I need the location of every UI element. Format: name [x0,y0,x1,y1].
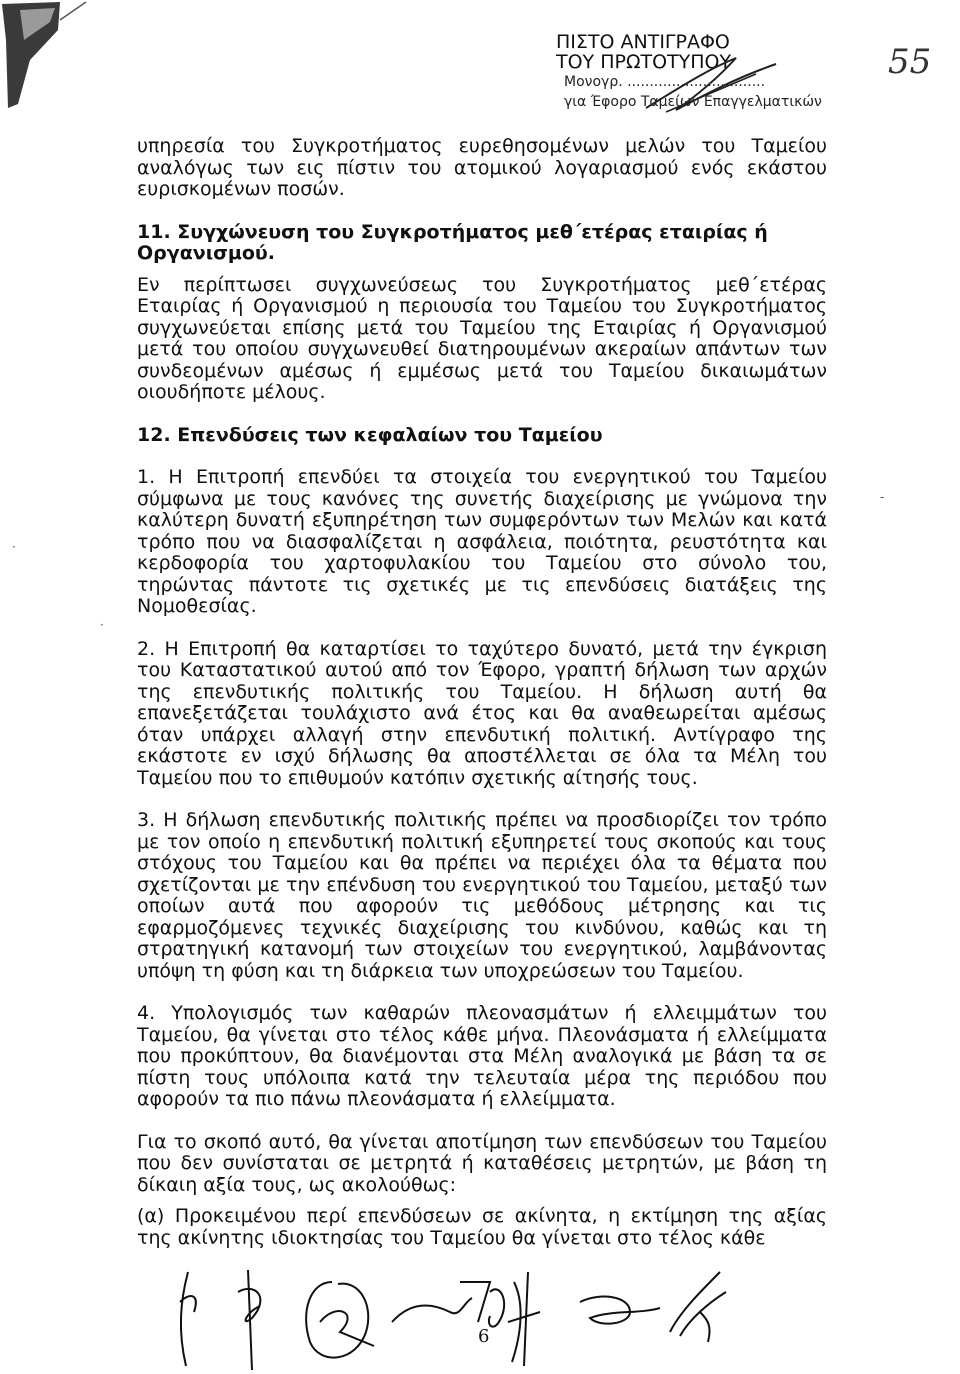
section-12-item-1: 1. Η Επιτροπή επενδύει τα στοιχεία του ενεργητικού του Ταμείου σύμφωνα με τους κανόνες της συνετής διαχείρισης με γνώμονα την καλύτερη δυνατή εξυπηρέτηση των συμφερόντων των Μελών και κατά τρόπο που να διασφαλίζεται η ασφάλεια, ποιότητα, ρευστότητα και κερδοφορία του χαρτοφυλακίου του Ταμείου στο σύνολο του, τηρώντας πάντοτε τις σχετικές με τις επενδύσεις διατάξεις της Νομοθεσίας. [137,466,827,617]
document-body [137,136,827,1249]
margin-speck: · [100,618,104,632]
section-12-item-3: 3. Η δήλωση επενδυτικής πολιτικής πρέπει να προσδιορίζει τον τρόπο με τον οποίο η επενδυτική πολιτική εξυπηρετεί τους σκοπούς και τους στόχους του Ταμείου και θα πρέπει να περιέχει όλα τα θέματα που σχετίζονται με την επένδυση του ενεργητικού του Ταμείου, μεταξύ των οποίων αυτά που αφορούν τις μεθόδους μέτρησης και τις εφαρμοζόμενες τεχνικές διαχείρισης του κινδύνου, καθώς και τη στρατηγική κατανομή των στοιχείων του ενεργητικού, λαμβάνοντας υπόψη τη φύση και τη διάρκεια των υποχρεώσεων του Ταμείου. [137,809,827,982]
handwritten-page-number: 55 [888,42,932,82]
stamp-line-3: Μονογρ. ............................... [564,74,766,90]
section-11-paragraph: Εν περίπτωσει συγχωνεύσεως του Συγκροτήματος μεθ΄ετέρας Εταιρίας ή Οργανισμού η περιουσία του Ταμείου του Συγκροτήματος συγχωνεύεται επίσης μετά του Ταμείου της Εταιρίας ή Οργανισμού μετά του οποίου συγχωνευθεί διατηρουμένων ακεραίων απάντων των συνδεομένων αμέσως ή εμμέσως μετά του Ταμείου δικαιωμάτων οιουδήποτε μέλους. [137,273,827,403]
scan-edge-mark [0,0,90,110]
section-12-valuation-paragraph: Για το σκοπό αυτό, θα γίνεται αποτίμηση των επενδύσεων του Ταμείου που δεν συνίσταται σε μετρητά ή καταθέσεις μετρητών, με βάση τη δίκαιη αξία τους, ως ακολούθως: [137,1130,827,1196]
stamp-line-1: ΠΙΣΤΟ ΑΝΤΙΓΡΑΦΟ [556,31,730,53]
intro-paragraph: υπηρεσία του Συγκροτήματος ευρεθησομένων μελών του Ταμείου αναλόγως των εις πίστιν του ατομικού λογαριασμού ενός εκάστου ευρισκομένων ποσών. [137,135,827,200]
initials-signatures-row [160,1262,740,1372]
stamp-line-4: για Έφορο Ταμείων Επαγγελματικών [564,94,822,110]
section-12-heading: 12. Επενδύσεις των κεφαλαίων του Ταμείου [137,423,603,446]
section-12-item-4: 4. Υπολογισμός των καθαρών πλεονασμάτων ή ελλειμμάτων του Ταμείου, θα γίνεται στο τέλος κάθε μήνα. Πλεονάσματα ή ελλείμματα που προκύπτουν, θα διανέμονται στα Μέλη αναλογικά με βάση τα σε πίστη τους υπόλοιπα κατά την τελευταία μέρα της περιόδου που αφορούν τα πιο πάνω πλεονάσματα ή ελλείμματα. [137,1002,827,1110]
section-12-item-a: (α) Προκειμένου περί επενδύσεων σε ακίνητα, η εκτίμηση της αξίας της ακίνητης ιδιοκτησίας του Ταμείου θα γίνεται στο τέλος κάθε [137,1205,827,1249]
margin-speck: · [12,540,16,554]
section-12-item-2: 2. Η Επιτροπή θα καταρτίσει το ταχύτερο δυνατό, μετά την έγκριση του Καταστατικού αυτού από τον Έφορο, γραπτή δήλωση των αρχών της επενδυτικής πολιτικής του Ταμείου. Η δήλωση αυτή θα επανεξετάζεται τουλάχιστο ανά έτος και θα αναθεωρείται αμέσως όταν υπάρχει αλλαγή στην επενδυτική πολιτική. Αντίγραφο της εκάστοτε εν ισχύ δήλωσης θα αποστέλλεται σε όλα τα Μέλη του Ταμείου που το επιθυμούν κατόπιν σχετικής αίτησής τους. [137,637,827,789]
stamp-line-2: ΤΟΥ ΠΡΩΤΟΤΥΠΟΥ [556,51,732,73]
page-number: 6 [478,1326,490,1347]
section-11-heading: 11. Συγχώνευση του Συγκροτήματος μεθ΄ετέρας εταιρίας ή Οργανισμού. [137,220,768,264]
margin-speck: - [880,490,885,504]
stamp-initials-signature [636,50,796,120]
